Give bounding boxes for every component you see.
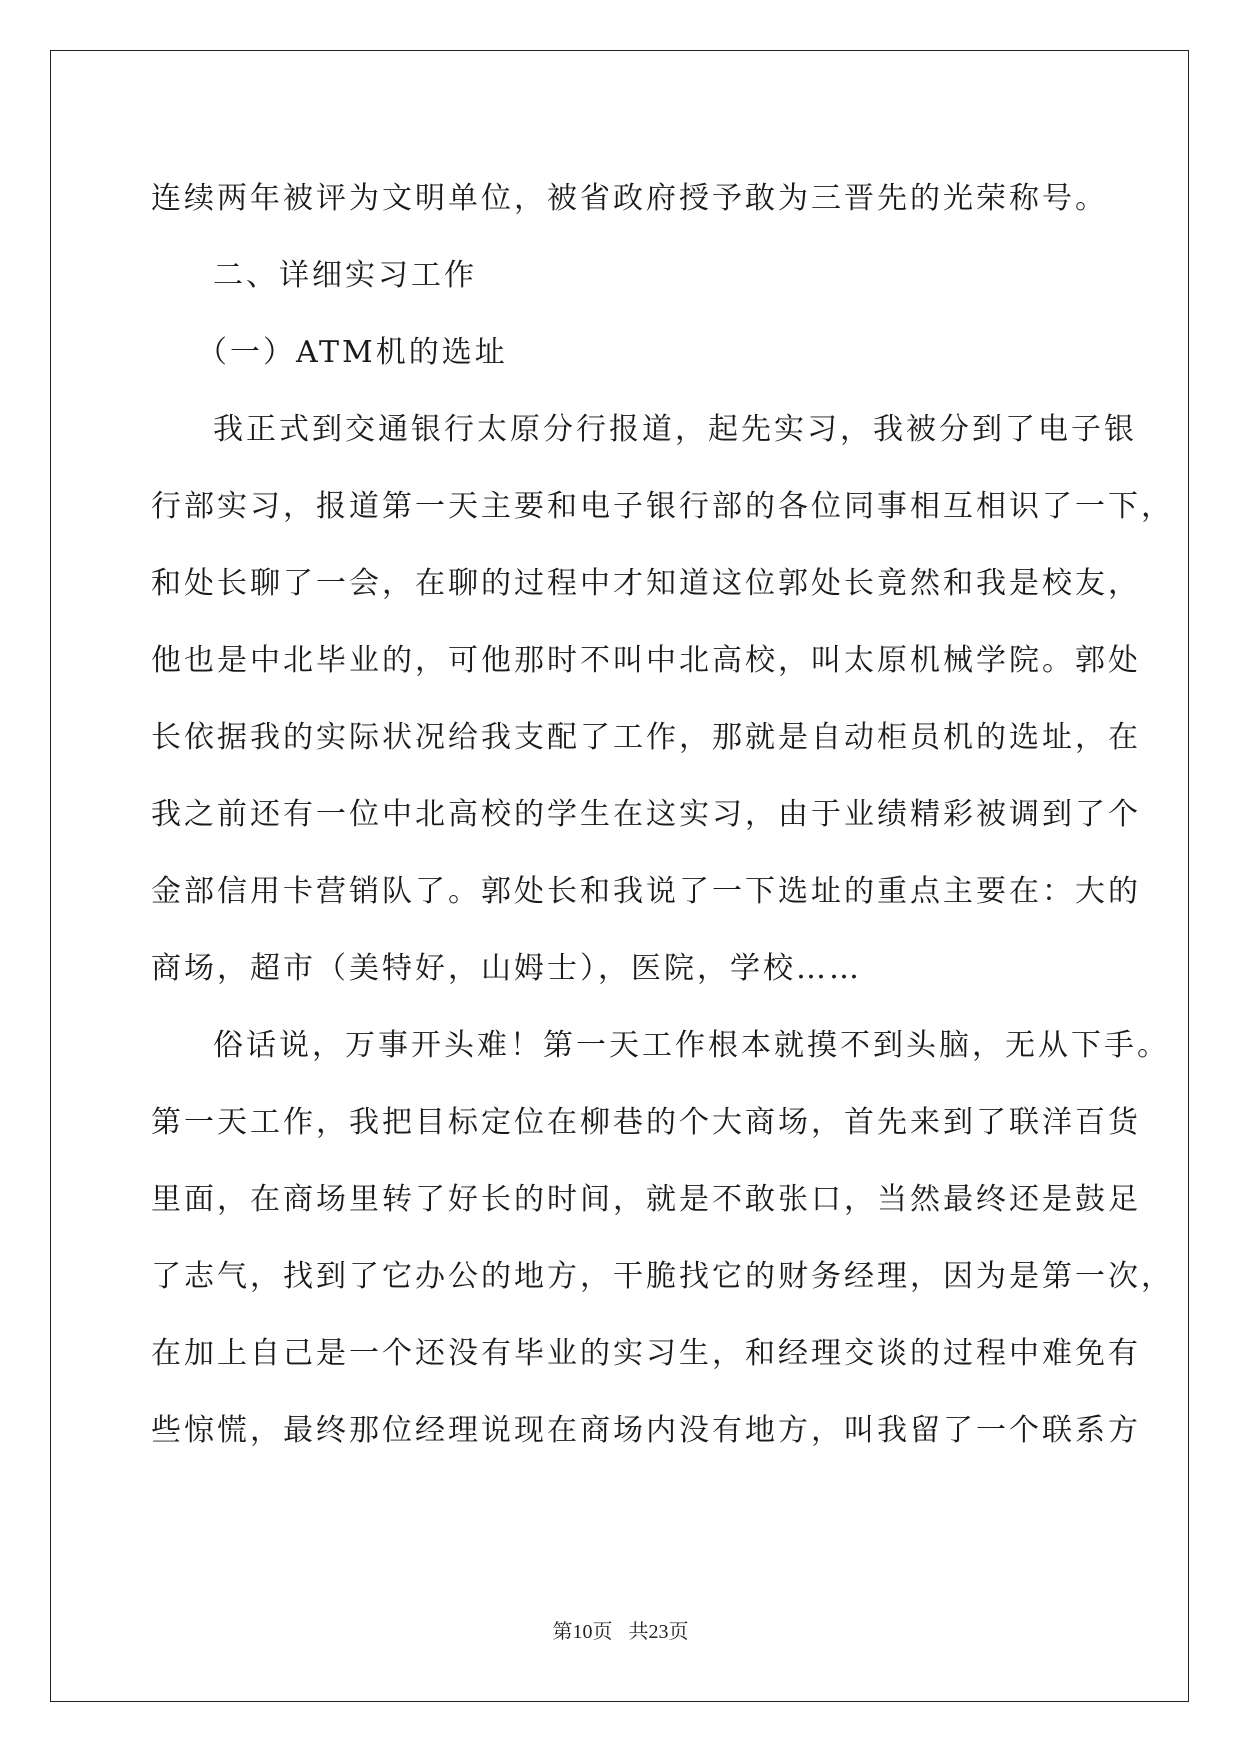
paragraph-line: 行部实习，报道第一天主要和电子银行部的各位同事相互相识了一下， (151, 489, 1174, 524)
paragraph-line: 些惊慌，最终那位经理说现在商场内没有地方，叫我留了一个联系方 (151, 1413, 1141, 1448)
paragraph-line: 第一天工作，我把目标定位在柳巷的个大商场，首先来到了联洋百货 (151, 1105, 1141, 1140)
footer-prefix: 第 (552, 1619, 573, 1643)
paragraph-line: 连续两年被评为文明单位，被省政府授予敢为三晋先的光荣称号。 (151, 181, 1108, 216)
paragraph-line: 俗话说，万事开头难！第一天工作根本就摸不到头脑，无从下手。 (213, 1028, 1170, 1063)
document-body (151, 160, 1174, 1469)
section-heading: 二、详细实习工作 (213, 258, 477, 293)
footer-page-suffix: 页 (592, 1619, 613, 1643)
paragraph-line: 在加上自己是一个还没有毕业的实习生，和经理交谈的过程中难免有 (151, 1336, 1141, 1371)
paragraph-line: 我之前还有一位中北高校的学生在这实习，由于业绩精彩被调到了个 (151, 797, 1141, 832)
paragraph-line: 了志气，找到了它办公的地方，干脆找它的财务经理，因为是第一次， (151, 1259, 1174, 1294)
paragraph-line: 商场，超市（美特好，山姆士），医院，学校…… (151, 951, 862, 986)
page-footer (0, 1615, 1241, 1644)
footer-total-prefix: 共 (628, 1619, 649, 1643)
paragraph-line: 我正式到交通银行太原分行报道，起先实习，我被分到了电子银 (213, 412, 1137, 447)
paragraph-line: 和处长聊了一会，在聊的过程中才知道这位郭处长竟然和我是校友， (151, 566, 1141, 601)
subsection-heading: （一）ATM机的选址 (197, 335, 508, 370)
total-page-count: 23 (648, 1621, 669, 1643)
current-page-number: 10 (572, 1621, 593, 1643)
footer-total-suffix: 页 (668, 1619, 689, 1643)
paragraph-line: 里面，在商场里转了好长的时间，就是不敢张口，当然最终还是鼓足 (151, 1182, 1141, 1217)
paragraph-line: 他也是中北毕业的，可他那时不叫中北高校，叫太原机械学院。郭处 (151, 643, 1141, 678)
paragraph-line: 长依据我的实际状况给我支配了工作，那就是自动柜员机的选址，在 (151, 720, 1141, 755)
paragraph-line: 金部信用卡营销队了。郭处长和我说了一下选址的重点主要在：大的 (151, 874, 1141, 909)
